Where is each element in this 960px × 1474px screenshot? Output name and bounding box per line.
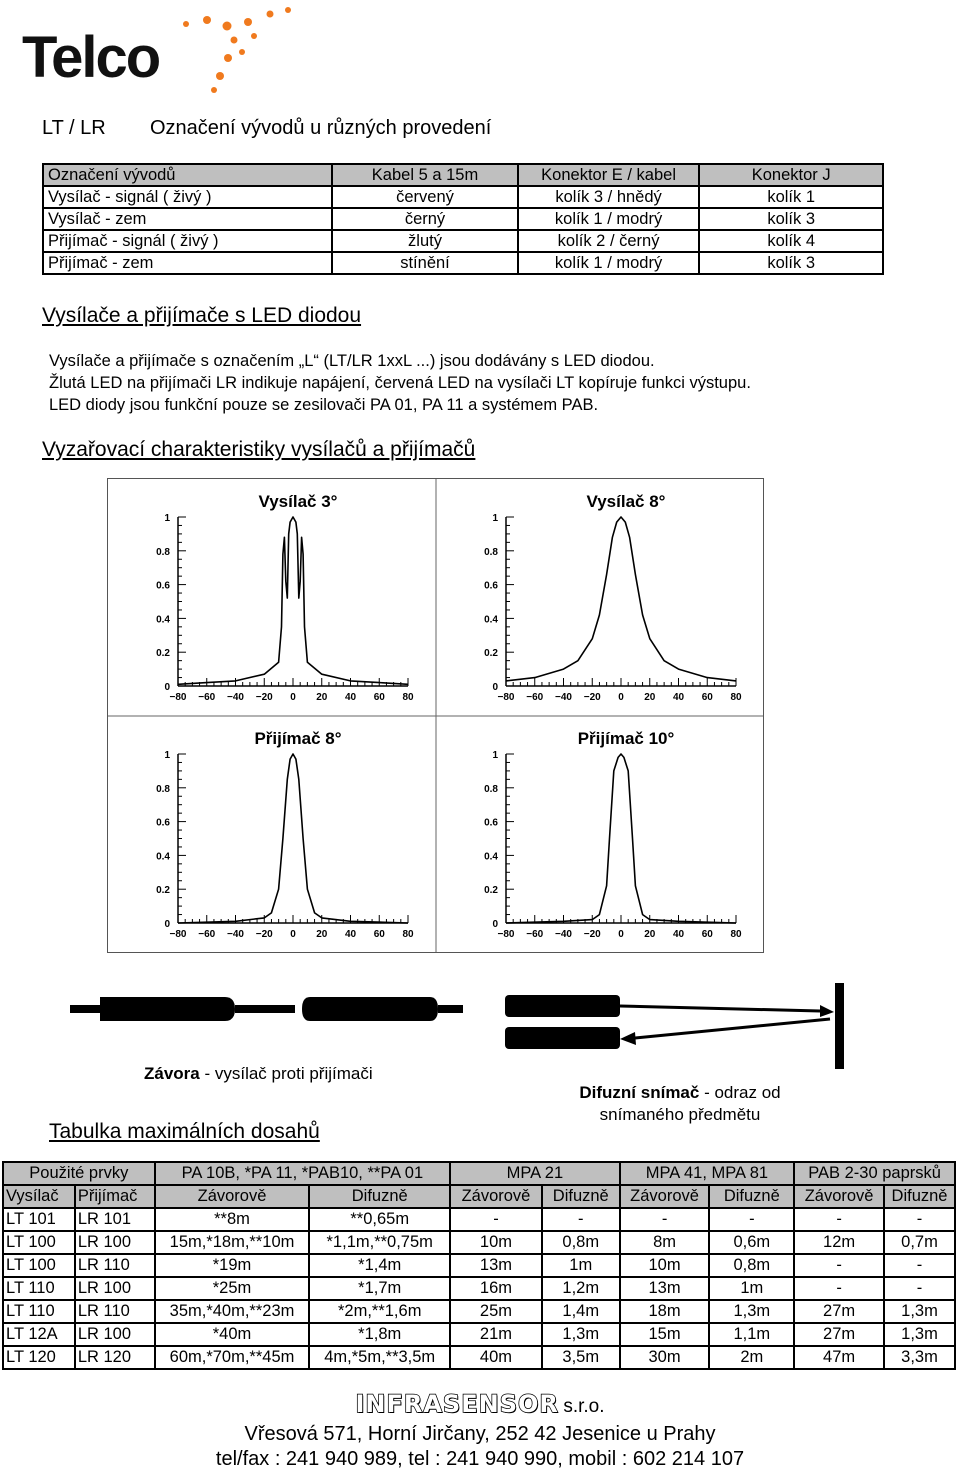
cell: 1,2m [542, 1277, 620, 1300]
y-tick-label: 0.4 [156, 851, 170, 863]
cell: 1,3m [884, 1323, 955, 1346]
diffuse-caption-bold: Difuzní snímač [579, 1083, 700, 1102]
sub-header-cell: Vysílač [3, 1185, 75, 1208]
cell: - [450, 1208, 542, 1231]
cell: stínění [332, 252, 518, 274]
led-line: Žlutá LED na přijímači LR indikuje napájení, červená LED na vysílači LT kopíruje funkci výstupu. [49, 374, 751, 392]
table-row [3, 1346, 955, 1369]
charts-section-heading: Vyzařovací charakteristiky vysílačů a přijímačů [42, 438, 476, 461]
logo-text: Telco [22, 25, 160, 90]
cell: Přijímač - zem [43, 252, 332, 274]
header-cell: Konektor E / kabel [518, 164, 700, 186]
x-tick-label: −20 [255, 692, 273, 703]
x-tick-label: 80 [402, 692, 414, 703]
sub-header-cell: Difuzně [542, 1185, 620, 1208]
y-tick-label: 0 [492, 682, 498, 693]
cell: 8m [620, 1231, 710, 1254]
cell: 4m,*5m,**3,5m [309, 1346, 450, 1369]
cell: LT 110 [3, 1277, 75, 1300]
x-tick-label: 20 [316, 692, 328, 703]
cell: kolík 3 [699, 208, 883, 230]
sub-header-cell: Difuzně [309, 1185, 450, 1208]
address: Vřesová 571, Horní Jirčany, 252 42 Jesenice u Prahy [244, 1423, 716, 1445]
cell: **8m [155, 1208, 310, 1231]
cell: - [620, 1208, 710, 1231]
x-tick-label: 20 [644, 929, 656, 940]
cell: 27m [794, 1300, 884, 1323]
table-header-row [43, 164, 883, 186]
radiation-charts [108, 479, 763, 952]
x-tick-label: −80 [169, 929, 187, 940]
cell: kolík 4 [699, 230, 883, 252]
y-tick-label: 1 [164, 750, 170, 761]
cell: kolík 1 / modrý [518, 208, 700, 230]
y-tick-label: 0.4 [484, 614, 498, 626]
y-tick-label: 0.6 [156, 580, 170, 592]
y-tick-label: 0 [164, 919, 170, 930]
y-tick-label: 0.2 [156, 648, 170, 660]
sub-header-cell: Difuzně [884, 1185, 955, 1208]
page-title: Označení vývodů u různých provedení [150, 117, 492, 139]
cell: LR 100 [75, 1231, 155, 1254]
y-tick-label: 0 [492, 919, 498, 930]
cell: Přijímač - signál ( živý ) [43, 230, 332, 252]
cell: Vysílač - zem [43, 208, 332, 230]
cell: 12m [794, 1231, 884, 1254]
cell: 27m [794, 1323, 884, 1346]
y-tick-label: 0.2 [484, 648, 498, 660]
table-row [3, 1231, 955, 1254]
y-tick-label: 1 [164, 513, 170, 524]
cell: 25m [450, 1300, 542, 1323]
cell: 1m [542, 1254, 620, 1277]
series-line [506, 754, 736, 923]
sub-header-cell: Závorově [620, 1185, 710, 1208]
x-tick-label: −60 [198, 929, 216, 940]
cell: 16m [450, 1277, 542, 1300]
company-brand: INFRASENSOR [355, 1390, 559, 1418]
cell: - [709, 1208, 794, 1231]
cell: 13m [450, 1254, 542, 1277]
x-tick-label: 20 [316, 929, 328, 940]
led-description [49, 350, 751, 416]
led-line: Vysílače a přijímače s označením „L“ (LT/LR 1xxL ...) jsou dodávány s LED diodou. [49, 352, 655, 370]
x-tick-label: 40 [672, 692, 685, 703]
cell: - [794, 1254, 884, 1277]
cell: červený [332, 186, 518, 208]
cell: 0,7m [884, 1231, 955, 1254]
barrier-caption-bold: Závora [144, 1064, 200, 1083]
x-tick-label: 0 [290, 929, 296, 940]
y-tick-label: 0.8 [484, 783, 498, 795]
range-table-body [3, 1208, 955, 1369]
contact: tel/fax : 241 940 989, tel : 241 940 990, mobil : 602 214 107 [215, 1448, 745, 1470]
cell: 1,3m [884, 1300, 955, 1323]
x-tick-label: −40 [227, 692, 244, 703]
cell: 0,8m [542, 1231, 620, 1254]
cell: *40m [155, 1323, 310, 1346]
cell: - [884, 1208, 955, 1231]
header-cell: Kabel 5 a 15m [332, 164, 518, 186]
x-tick-label: −60 [198, 692, 216, 703]
x-tick-label: −80 [169, 692, 187, 703]
cell: LR 110 [75, 1254, 155, 1277]
x-tick-label: 60 [373, 692, 385, 703]
sub-header-cell: Závorově [155, 1185, 310, 1208]
cell: kolík 2 / černý [518, 230, 700, 252]
product-code: LT / LR [42, 117, 106, 139]
x-tick-label: 80 [730, 692, 742, 703]
led-line: LED diody jsou funkční pouze se zesilovači PA 01, PA 11 a systémem PAB. [49, 396, 599, 414]
contact-block [0, 1422, 960, 1472]
table-row [43, 252, 883, 274]
x-tick-label: −20 [583, 929, 601, 940]
x-tick-label: −20 [255, 929, 273, 940]
y-tick-label: 0.8 [484, 546, 498, 558]
table-row [3, 1300, 955, 1323]
cell: LR 100 [75, 1323, 155, 1346]
x-tick-label: −40 [555, 929, 572, 940]
cell: 3,3m [884, 1346, 955, 1369]
chart-title: Vysílač 3° [258, 492, 338, 511]
x-tick-label: −40 [227, 929, 244, 940]
sub-header-cell: Závorově [450, 1185, 542, 1208]
cell: LR 100 [75, 1277, 155, 1300]
cell: LT 101 [3, 1208, 75, 1231]
barrier-caption [144, 1064, 373, 1084]
x-tick-label: 0 [618, 929, 624, 940]
cell: 18m [620, 1300, 710, 1323]
cell: Vysílač - signál ( živý ) [43, 186, 332, 208]
cell: 1,3m [542, 1323, 620, 1346]
diffuse-diagram [505, 983, 844, 1069]
y-tick-label: 0.8 [156, 546, 170, 558]
cell: LR 101 [75, 1208, 155, 1231]
cell: 35m,*40m,**23m [155, 1300, 310, 1323]
x-tick-label: 60 [701, 692, 713, 703]
chart-title: Přijímač 8° [254, 729, 342, 748]
x-tick-label: −80 [497, 692, 515, 703]
series-line [178, 517, 408, 684]
y-tick-label: 0.6 [156, 817, 170, 829]
cell: 1,3m [709, 1300, 794, 1323]
cell: 2m [709, 1346, 794, 1369]
cell: - [884, 1254, 955, 1277]
cell: LR 120 [75, 1346, 155, 1369]
y-tick-label: 0.8 [156, 783, 170, 795]
sub-header-cell: Závorově [794, 1185, 884, 1208]
y-tick-label: 1 [492, 513, 498, 524]
table-row [43, 186, 883, 208]
cell: **0,65m [309, 1208, 450, 1231]
company-name [0, 1390, 960, 1418]
range-section-heading: Tabulka maximálních dosahů [49, 1120, 320, 1143]
cell: 30m [620, 1346, 710, 1369]
x-tick-label: 60 [701, 929, 713, 940]
y-tick-label: 0.6 [484, 817, 498, 829]
series-line [178, 754, 408, 923]
cell: 1m [709, 1277, 794, 1300]
cell: kolík 1 / modrý [518, 252, 700, 274]
x-tick-label: 40 [672, 929, 685, 940]
barrier-caption-rest: - vysílač proti přijímači [199, 1064, 373, 1083]
cell: kolík 1 [699, 186, 883, 208]
x-tick-label: −60 [526, 929, 544, 940]
cell: 47m [794, 1346, 884, 1369]
table-row [3, 1254, 955, 1277]
cell: 15m,*18m,**10m [155, 1231, 310, 1254]
cell: 21m [450, 1323, 542, 1346]
y-tick-label: 0.6 [484, 580, 498, 592]
cell: 1,4m [542, 1300, 620, 1323]
chart-title: Přijímač 10° [577, 729, 675, 748]
cell: LT 120 [3, 1346, 75, 1369]
sub-header-cell: Difuzně [709, 1185, 794, 1208]
cell: *1,1m,**0,75m [309, 1231, 450, 1254]
cell: *19m [155, 1254, 310, 1277]
y-tick-label: 1 [492, 750, 498, 761]
cell: 40m [450, 1346, 542, 1369]
cell: LR 110 [75, 1300, 155, 1323]
x-tick-label: 0 [618, 692, 624, 703]
cell: 15m [620, 1323, 710, 1346]
diffuse-caption [560, 1082, 800, 1126]
cell: černý [332, 208, 518, 230]
cell: *2m,**1,6m [309, 1300, 450, 1323]
cell: 1,1m [709, 1323, 794, 1346]
chart-title: Vysílač 8° [586, 492, 666, 511]
radiation-charts-panel [107, 478, 764, 953]
table-row [43, 208, 883, 230]
table-row [3, 1208, 955, 1231]
cell: 13m [620, 1277, 710, 1300]
cell: *1,8m [309, 1323, 450, 1346]
cell: LT 100 [3, 1254, 75, 1277]
x-tick-label: −20 [583, 692, 601, 703]
cell: 3,5m [542, 1346, 620, 1369]
x-tick-label: 80 [730, 929, 742, 940]
diffuse-caption-rest: - odraz od snímaného předmětu [599, 1083, 781, 1124]
y-tick-label: 0.4 [484, 851, 498, 863]
group-header-cell: MPA 41, MPA 81 [620, 1162, 795, 1185]
range-table [2, 1161, 956, 1370]
y-tick-label: 0 [164, 682, 170, 693]
group-header-cell: MPA 21 [450, 1162, 620, 1185]
telco-logo [22, 2, 292, 98]
group-header-cell: PAB 2-30 paprsků [794, 1162, 955, 1185]
header-cell: Konektor J [699, 164, 883, 186]
x-tick-label: −80 [497, 929, 515, 940]
y-tick-label: 0.2 [156, 885, 170, 897]
cell: 10m [620, 1254, 710, 1277]
cell: *1,4m [309, 1254, 450, 1277]
table-group-header-row [3, 1162, 955, 1185]
x-tick-label: −60 [526, 692, 544, 703]
cell: žlutý [332, 230, 518, 252]
cell: LT 110 [3, 1300, 75, 1323]
table-row [43, 230, 883, 252]
cell: - [884, 1277, 955, 1300]
led-section-heading: Vysílače a přijímače s LED diodou [42, 304, 362, 327]
company-suffix: s.r.o. [563, 1396, 605, 1417]
y-tick-label: 0.2 [484, 885, 498, 897]
sensor-illustration [60, 975, 860, 1075]
x-tick-label: 0 [290, 692, 296, 703]
cell: kolík 3 / hnědý [518, 186, 700, 208]
cell: LT 12A [3, 1323, 75, 1346]
x-tick-label: 20 [644, 692, 656, 703]
x-tick-label: 80 [402, 929, 414, 940]
cell: kolík 3 [699, 252, 883, 274]
cell: *1,7m [309, 1277, 450, 1300]
x-tick-label: 40 [344, 692, 357, 703]
cell: LT 100 [3, 1231, 75, 1254]
group-header-cell: Použité prvky [3, 1162, 155, 1185]
cell: *25m [155, 1277, 310, 1300]
table-row [3, 1277, 955, 1300]
group-header-cell: PA 10B, *PA 11, *PAB10, **PA 01 [155, 1162, 450, 1185]
pin-table [42, 163, 884, 275]
y-tick-label: 0.4 [156, 614, 170, 626]
cell: 0,6m [709, 1231, 794, 1254]
table-row [3, 1323, 955, 1346]
x-tick-label: −40 [555, 692, 572, 703]
table-sub-header-row [3, 1185, 955, 1208]
cell: - [794, 1208, 884, 1231]
cell: - [542, 1208, 620, 1231]
cell: - [794, 1277, 884, 1300]
cell: 0,8m [709, 1254, 794, 1277]
x-tick-label: 40 [344, 929, 357, 940]
cell: 10m [450, 1231, 542, 1254]
series-line [506, 517, 736, 681]
barrier-diagram [70, 997, 463, 1021]
header-cell: Označení vývodů [43, 164, 332, 186]
x-tick-label: 60 [373, 929, 385, 940]
cell: 60m,*70m,**45m [155, 1346, 310, 1369]
sub-header-cell: Přijímač [75, 1185, 155, 1208]
